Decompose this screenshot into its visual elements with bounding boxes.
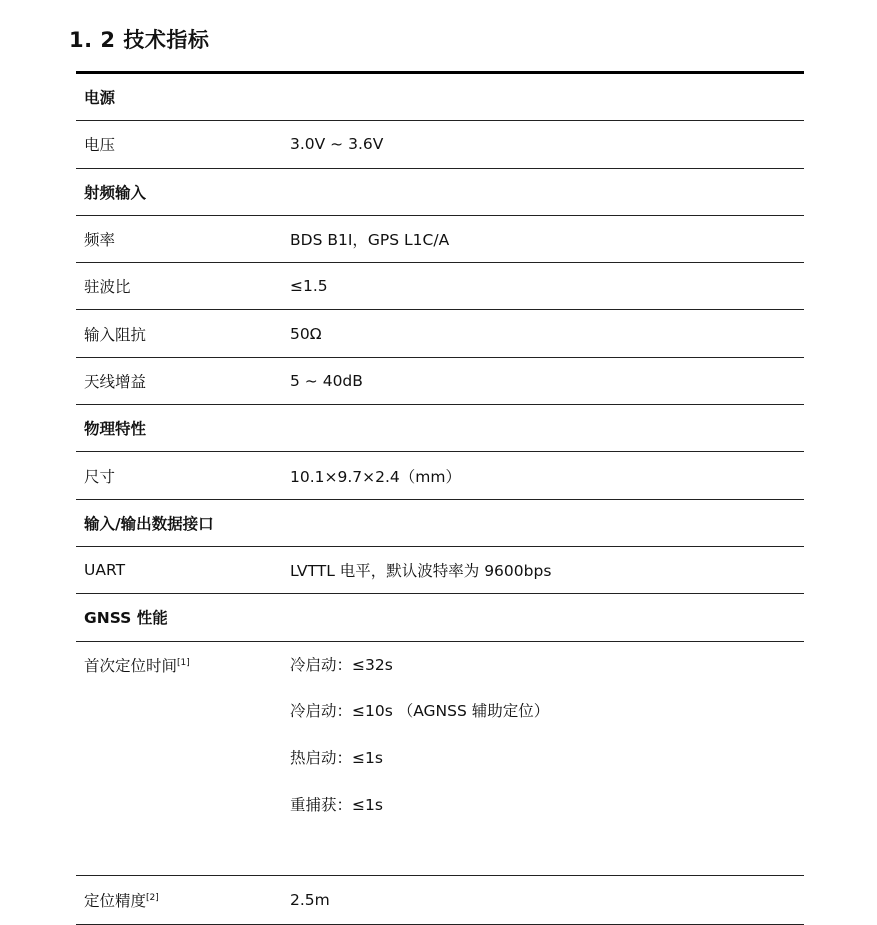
group-row-gnss [76, 594, 804, 641]
param-voltage: 电压 [84, 136, 116, 155]
group-title-rf-input: 射频输入 [84, 183, 147, 202]
param-impedance: 输入阻抗 [84, 325, 147, 344]
group-row-power [76, 74, 804, 121]
param-uart: UART [84, 561, 126, 580]
param-frequency: 频率 [84, 231, 116, 250]
group-title-io: 输入/输出数据接口 [84, 514, 214, 533]
param-accuracy-label: 定位精度 [84, 891, 147, 910]
value-ttff [290, 654, 549, 841]
spec-table [76, 71, 804, 925]
param-size: 尺寸 [84, 467, 116, 486]
group-title-physical: 物理特性 [84, 420, 147, 439]
footnote-ref-2: [2] [146, 892, 159, 903]
ttff-line-cold-start: 冷启动：≤32s [290, 655, 393, 674]
value-impedance: 50Ω [290, 324, 322, 343]
footnote-ref-1: [1] [177, 657, 190, 668]
value-accuracy: 2.5m [290, 890, 330, 909]
group-title-gnss: GNSS 性能 [84, 609, 168, 628]
ttff-line-cold-start-agnss: 冷启动：≤10s （AGNSS 辅助定位） [290, 702, 550, 721]
value-vswr: ≤1.5 [290, 277, 328, 296]
ttff-line-reacquisition: 重捕获：≤1s [290, 795, 383, 814]
param-antenna-gain: 天线增益 [84, 372, 147, 391]
value-frequency: BDS B1I，GPS L1C/A [290, 231, 450, 250]
table-row-size [76, 452, 804, 499]
param-ttff [84, 654, 190, 676]
value-uart: LVTTL 电平，默认波特率为 9600bps [290, 562, 552, 581]
table-row-vswr [76, 263, 804, 310]
value-size: 10.1×9.7×2.4（mm） [290, 467, 461, 486]
table-row-accuracy [76, 876, 804, 925]
value-antenna-gain: 5 ~ 40dB [290, 371, 363, 390]
table-row-antenna-gain [76, 358, 804, 405]
param-ttff-label: 首次定位时间 [84, 656, 178, 675]
value-voltage: 3.0V ~ 3.6V [290, 135, 384, 154]
param-vswr: 驻波比 [84, 278, 131, 297]
group-row-physical [76, 405, 804, 452]
table-row-voltage [76, 121, 804, 168]
group-row-io [76, 500, 804, 547]
group-title-power: 电源 [84, 89, 116, 108]
group-row-rf-input [76, 169, 804, 216]
param-accuracy [84, 889, 159, 911]
ttff-line-hot-start: 热启动：≤1s [290, 749, 383, 768]
table-row-ttff [76, 642, 804, 876]
table-row-impedance [76, 310, 804, 357]
table-row-frequency [76, 216, 804, 263]
table-row-uart [76, 547, 804, 594]
section-heading: 1. 2 技术指标 [69, 28, 210, 52]
